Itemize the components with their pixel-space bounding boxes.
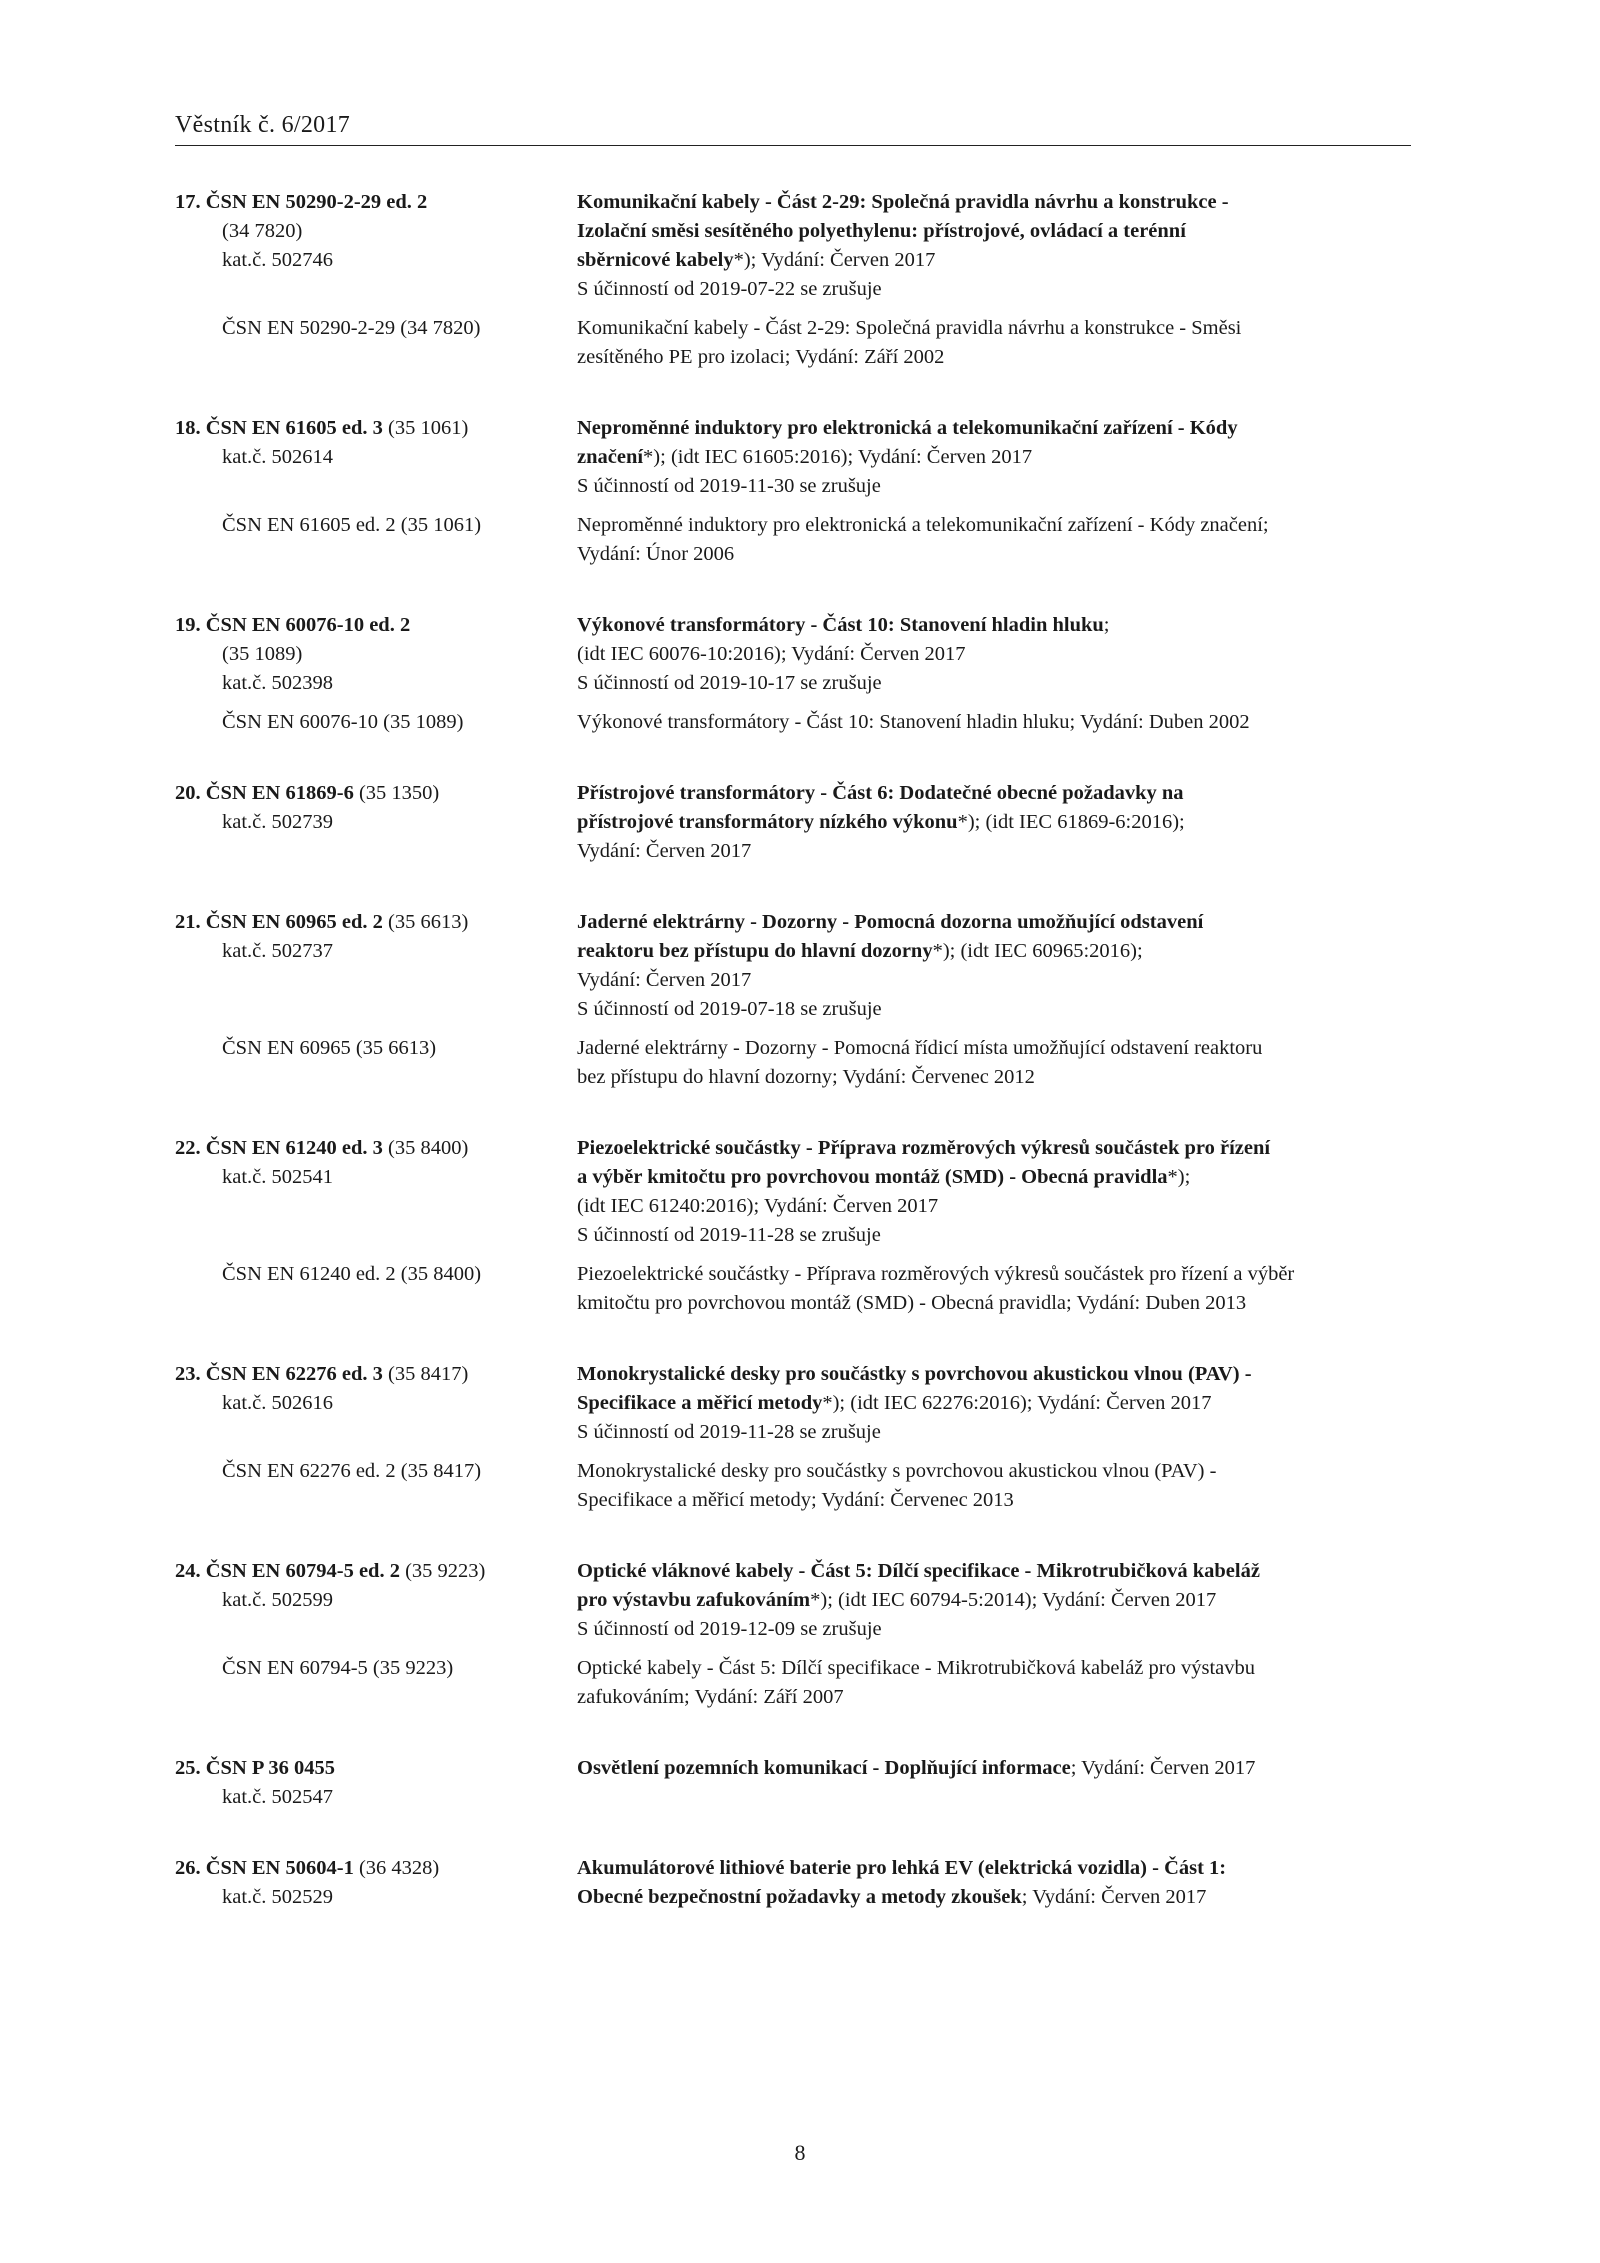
standard-title — [577, 1134, 1415, 1250]
classification-number: (35 8417) — [382, 1363, 469, 1385]
standard-code: ČSN EN 60076-10 ed. 2 — [205, 614, 411, 636]
replaced-standard-code: ČSN EN 60965 (35 6613) — [222, 1037, 437, 1059]
replaced-standard-row — [175, 1457, 1415, 1515]
entry-main-row — [175, 1360, 1415, 1447]
entry-identifier — [175, 1557, 577, 1644]
standard-code-line — [175, 1134, 577, 1163]
title-bold-text: přístrojové transformátory nízkého výkonu — [577, 811, 958, 833]
title-line — [577, 1389, 1415, 1418]
entry-identifier — [175, 611, 577, 698]
standard-title — [577, 1854, 1415, 1912]
entry-number: 20. — [175, 782, 201, 804]
title-details: ; Vydání: Červen 2017 — [1021, 1886, 1207, 1908]
title-details: *); — [1167, 1166, 1191, 1188]
standard-title — [577, 1557, 1415, 1644]
title-details: ; Vydání: Červen 2017 — [1070, 1757, 1256, 1779]
catalog-number: kat.č. 502529 — [222, 1886, 334, 1908]
title-line — [577, 1754, 1415, 1783]
standard-title — [577, 414, 1415, 501]
classification-number: (35 6613) — [382, 911, 469, 933]
entry-identifier — [175, 908, 577, 1024]
entry-main-row — [175, 188, 1415, 304]
standard-code: ČSN EN 50290-2-29 ed. 2 — [205, 191, 428, 213]
standard-entry — [175, 1360, 1415, 1515]
title-extra-line: (idt IEC 60076-10:2016); Vydání: Červen 2017 — [577, 643, 966, 665]
title-bold-text: Osvětlení pozemních komunikací - Doplňující informace — [577, 1757, 1071, 1779]
standard-code: ČSN EN 61240 ed. 3 — [205, 1137, 383, 1159]
classification-number: (36 4328) — [353, 1857, 440, 1879]
title-line — [577, 937, 1415, 966]
standard-code-line — [175, 1754, 577, 1783]
title-bold-text: Akumulátorové lithiové baterie pro lehká EV (elektrická vozidla) - Část 1: — [577, 1857, 1227, 1879]
catalog-number: kat.č. 502541 — [222, 1166, 334, 1188]
standard-code-line — [175, 1854, 577, 1883]
title-extra-line: (idt IEC 61240:2016); Vydání: Červen 2017 — [577, 1195, 939, 1217]
replaced-standard-title — [577, 1034, 1415, 1092]
title-line — [577, 1586, 1415, 1615]
title-line — [577, 1883, 1415, 1912]
header-divider — [175, 145, 1411, 146]
title-line — [577, 1134, 1415, 1163]
standard-code-line — [175, 1360, 577, 1389]
standard-code-line — [175, 908, 577, 937]
title-extra-line: Vydání: Červen 2017 — [577, 969, 752, 991]
entry-main-row — [175, 779, 1415, 866]
catalog-number: kat.č. 502746 — [222, 249, 334, 271]
title-bold-text: Optické vláknové kabely - Část 5: Dílčí specifikace - Mikrotrubičková kabeláž — [577, 1560, 1260, 1582]
replaced-standard-code: ČSN EN 61240 ed. 2 (35 8400) — [222, 1263, 482, 1285]
replaced-title-line: Specifikace a měřicí metody; Vydání: Červenec 2013 — [577, 1489, 1014, 1511]
entry-number: 24. — [175, 1560, 201, 1582]
standard-entry — [175, 1557, 1415, 1712]
standard-title — [577, 908, 1415, 1024]
title-details: *); (idt IEC 61605:2016); Vydání: Červen 2017 — [643, 446, 1033, 468]
catalog-number: kat.č. 502547 — [222, 1786, 334, 1808]
title-line — [577, 443, 1415, 472]
entry-identifier — [175, 1134, 577, 1250]
title-line — [577, 246, 1415, 275]
title-details: *); (idt IEC 61869-6:2016); — [957, 811, 1185, 833]
title-bold-text: Komunikační kabely - Část 2-29: Společná pravidla návrhu a konstrukce - — [577, 191, 1229, 213]
title-extra-line: S účinností od 2019-11-30 se zrušuje — [577, 475, 881, 497]
catalog-number: kat.č. 502614 — [222, 446, 334, 468]
replaced-title-line: Neproměnné induktory pro elektronická a telekomunikační zařízení - Kódy značení; — [577, 514, 1269, 536]
title-line — [577, 217, 1415, 246]
title-bold-text: Obecné bezpečnostní požadavky a metody zkoušek — [577, 1886, 1022, 1908]
title-line — [577, 1163, 1415, 1192]
title-bold-text: Izolační směsi sesítěného polyethylenu: přístrojové, ovládací a terénní — [577, 220, 1186, 242]
catalog-number: kat.č. 502737 — [222, 940, 334, 962]
entry-identifier — [175, 779, 577, 866]
replaced-standard-title — [577, 1457, 1415, 1515]
entry-number: 21. — [175, 911, 201, 933]
standard-code: ČSN EN 60794-5 ed. 2 — [205, 1560, 400, 1582]
title-line — [577, 908, 1415, 937]
title-bold-text: a výběr kmitočtu pro povrchovou montáž (SMD) - Obecná pravidla — [577, 1166, 1168, 1188]
entry-identifier — [175, 1854, 577, 1912]
replaced-standard-code: ČSN EN 60076-10 (35 1089) — [222, 711, 464, 733]
title-line — [577, 188, 1415, 217]
entry-main-row — [175, 1854, 1415, 1912]
entry-number: 18. — [175, 417, 201, 439]
replaced-standard-row — [175, 1654, 1415, 1712]
standard-entry — [175, 1754, 1415, 1812]
title-bold-text: pro výstavbu zafukováním — [577, 1589, 811, 1611]
entry-number: 25. — [175, 1757, 201, 1779]
title-line — [577, 808, 1415, 837]
standards-list — [175, 188, 1415, 1954]
entry-main-row — [175, 1134, 1415, 1250]
replaced-title-line: Monokrystalické desky pro součástky s povrchovou akustickou vlnou (PAV) - — [577, 1460, 1217, 1482]
classification-number: (35 9223) — [399, 1560, 486, 1582]
title-details: ; — [1103, 614, 1110, 636]
entry-identifier — [175, 188, 577, 304]
replaced-title-line: zafukováním; Vydání: Září 2007 — [577, 1686, 844, 1708]
standard-code: ČSN P 36 0455 — [205, 1757, 336, 1779]
replaced-standard-row — [175, 511, 1415, 569]
standard-entry — [175, 1134, 1415, 1318]
title-bold-text: Přístrojové transformátory - Část 6: Dodatečné obecné požadavky na — [577, 782, 1184, 804]
standard-code: ČSN EN 60965 ed. 2 — [205, 911, 383, 933]
replaced-title-line: Komunikační kabely - Část 2-29: Společná pravidla návrhu a konstrukce - Směsi — [577, 317, 1242, 339]
standard-title — [577, 1754, 1415, 1812]
title-bold-text: značení — [577, 446, 644, 468]
entry-identifier — [175, 1360, 577, 1447]
replaced-title-line: Piezoelektrické součástky - Příprava rozměrových výkresů součástek pro řízení a výběr — [577, 1263, 1295, 1285]
replaced-title-line: bez přístupu do hlavní dozorny; Vydání: Červenec 2012 — [577, 1066, 1035, 1088]
title-details: *); (idt IEC 60965:2016); — [932, 940, 1143, 962]
standard-code: ČSN EN 61869-6 — [205, 782, 354, 804]
classification-number: (35 8400) — [382, 1137, 469, 1159]
title-line — [577, 779, 1415, 808]
standard-code: ČSN EN 50604-1 — [205, 1857, 354, 1879]
catalog-number: kat.č. 502398 — [222, 672, 334, 694]
title-extra-line: S účinností od 2019-07-22 se zrušuje — [577, 278, 882, 300]
standard-title — [577, 779, 1415, 866]
standard-code-line — [175, 1557, 577, 1586]
replaced-title-line: kmitočtu pro povrchovou montáž (SMD) - Obecná pravidla; Vydání: Duben 2013 — [577, 1292, 1247, 1314]
title-details: *); (idt IEC 60794-5:2014); Vydání: Červen 2017 — [810, 1589, 1217, 1611]
replaced-standard-row — [175, 314, 1415, 372]
replaced-standard-title — [577, 1260, 1415, 1318]
standard-entry — [175, 414, 1415, 569]
replaced-title-line: Vydání: Únor 2006 — [577, 543, 735, 565]
entry-number: 19. — [175, 614, 201, 636]
replaced-title-line: Optické kabely - Část 5: Dílčí specifikace - Mikrotrubičková kabeláž pro výstavbu — [577, 1657, 1255, 1679]
replaced-standard-title — [577, 314, 1415, 372]
standard-code-line — [175, 414, 577, 443]
replaced-standard-row — [175, 1034, 1415, 1092]
title-extra-line: S účinností od 2019-11-28 se zrušuje — [577, 1421, 881, 1443]
title-details: *); (idt IEC 62276:2016); Vydání: Červen 2017 — [822, 1392, 1212, 1414]
classification-number: (34 7820) — [222, 220, 303, 242]
replaced-standard-title — [577, 1654, 1415, 1712]
replaced-standard-title — [577, 511, 1415, 569]
standard-code: ČSN EN 61605 ed. 3 — [205, 417, 383, 439]
standard-title — [577, 611, 1415, 698]
replaced-standard-code: ČSN EN 50290-2-29 (34 7820) — [222, 317, 481, 339]
standard-entry — [175, 1854, 1415, 1912]
entry-number: 22. — [175, 1137, 201, 1159]
standard-title — [577, 1360, 1415, 1447]
title-bold-text: Neproměnné induktory pro elektronická a telekomunikační zařízení - Kódy — [577, 417, 1238, 439]
entry-number: 17. — [175, 191, 201, 213]
entry-main-row — [175, 1754, 1415, 1812]
title-bold-text: reaktoru bez přístupu do hlavní dozorny — [577, 940, 933, 962]
replaced-identifier — [175, 314, 577, 372]
replaced-standard-row — [175, 1260, 1415, 1318]
entry-main-row — [175, 1557, 1415, 1644]
replaced-identifier — [175, 1654, 577, 1712]
replaced-identifier — [175, 511, 577, 569]
entry-identifier — [175, 414, 577, 501]
title-extra-line: S účinností od 2019-07-18 se zrušuje — [577, 998, 882, 1020]
replaced-standard-code: ČSN EN 60794-5 (35 9223) — [222, 1657, 454, 1679]
standard-entry — [175, 188, 1415, 372]
replaced-standard-title — [577, 708, 1415, 737]
entry-main-row — [175, 908, 1415, 1024]
entry-identifier — [175, 1754, 577, 1812]
title-extra-line: S účinností od 2019-11-28 se zrušuje — [577, 1224, 881, 1246]
replaced-title-line: Výkonové transformátory - Část 10: Stanovení hladin hluku; Vydání: Duben 2002 — [577, 711, 1250, 733]
classification-number: (35 1089) — [222, 643, 303, 665]
classification-number: (35 1350) — [353, 782, 440, 804]
title-line — [577, 1557, 1415, 1586]
replaced-standard-code: ČSN EN 61605 ed. 2 (35 1061) — [222, 514, 482, 536]
title-extra-line: Vydání: Červen 2017 — [577, 840, 752, 862]
title-line — [577, 1854, 1415, 1883]
replaced-standard-code: ČSN EN 62276 ed. 2 (35 8417) — [222, 1460, 482, 1482]
title-line — [577, 414, 1415, 443]
catalog-number: kat.č. 502616 — [222, 1392, 334, 1414]
replaced-identifier — [175, 1034, 577, 1092]
standard-code: ČSN EN 62276 ed. 3 — [205, 1363, 383, 1385]
replaced-title-line: zesítěného PE pro izolaci; Vydání: Září 2002 — [577, 346, 945, 368]
standard-entry — [175, 779, 1415, 866]
replaced-identifier — [175, 1260, 577, 1318]
replaced-standard-row — [175, 708, 1415, 737]
standard-code-line — [175, 611, 577, 640]
title-bold-text: sběrnicové kabely — [577, 249, 734, 271]
standard-code-line — [175, 779, 577, 808]
title-bold-text: Jaderné elektrárny - Dozorny - Pomocná dozorna umožňující odstavení — [577, 911, 1204, 933]
entry-main-row — [175, 611, 1415, 698]
classification-number: (35 1061) — [382, 417, 469, 439]
title-bold-text: Monokrystalické desky pro součástky s povrchovou akustickou vlnou (PAV) - — [577, 1363, 1252, 1385]
title-details: *); Vydání: Červen 2017 — [733, 249, 936, 271]
title-line — [577, 1360, 1415, 1389]
page-number: 8 — [794, 2140, 806, 2165]
entry-number: 26. — [175, 1857, 201, 1879]
standard-code-line — [175, 188, 577, 217]
title-bold-text: Piezoelektrické součástky - Příprava rozměrových výkresů součástek pro řízení — [577, 1137, 1271, 1159]
title-bold-text: Výkonové transformátory - Část 10: Stanovení hladin hluku — [577, 614, 1104, 636]
title-line — [577, 611, 1415, 640]
standard-title — [577, 188, 1415, 304]
catalog-number: kat.č. 502739 — [222, 811, 334, 833]
standard-entry — [175, 908, 1415, 1092]
entry-main-row — [175, 414, 1415, 501]
replaced-identifier — [175, 1457, 577, 1515]
title-extra-line: S účinností od 2019-10-17 se zrušuje — [577, 672, 882, 694]
title-extra-line: S účinností od 2019-12-09 se zrušuje — [577, 1618, 882, 1640]
entry-number: 23. — [175, 1363, 201, 1385]
standard-entry — [175, 611, 1415, 737]
catalog-number: kat.č. 502599 — [222, 1589, 334, 1611]
replaced-identifier — [175, 708, 577, 737]
replaced-title-line: Jaderné elektrárny - Dozorny - Pomocná řídicí místa umožňující odstavení reaktoru — [577, 1037, 1263, 1059]
page-header: Věstník č. 6/2017 — [175, 112, 351, 138]
title-bold-text: Specifikace a měřicí metody — [577, 1392, 823, 1414]
